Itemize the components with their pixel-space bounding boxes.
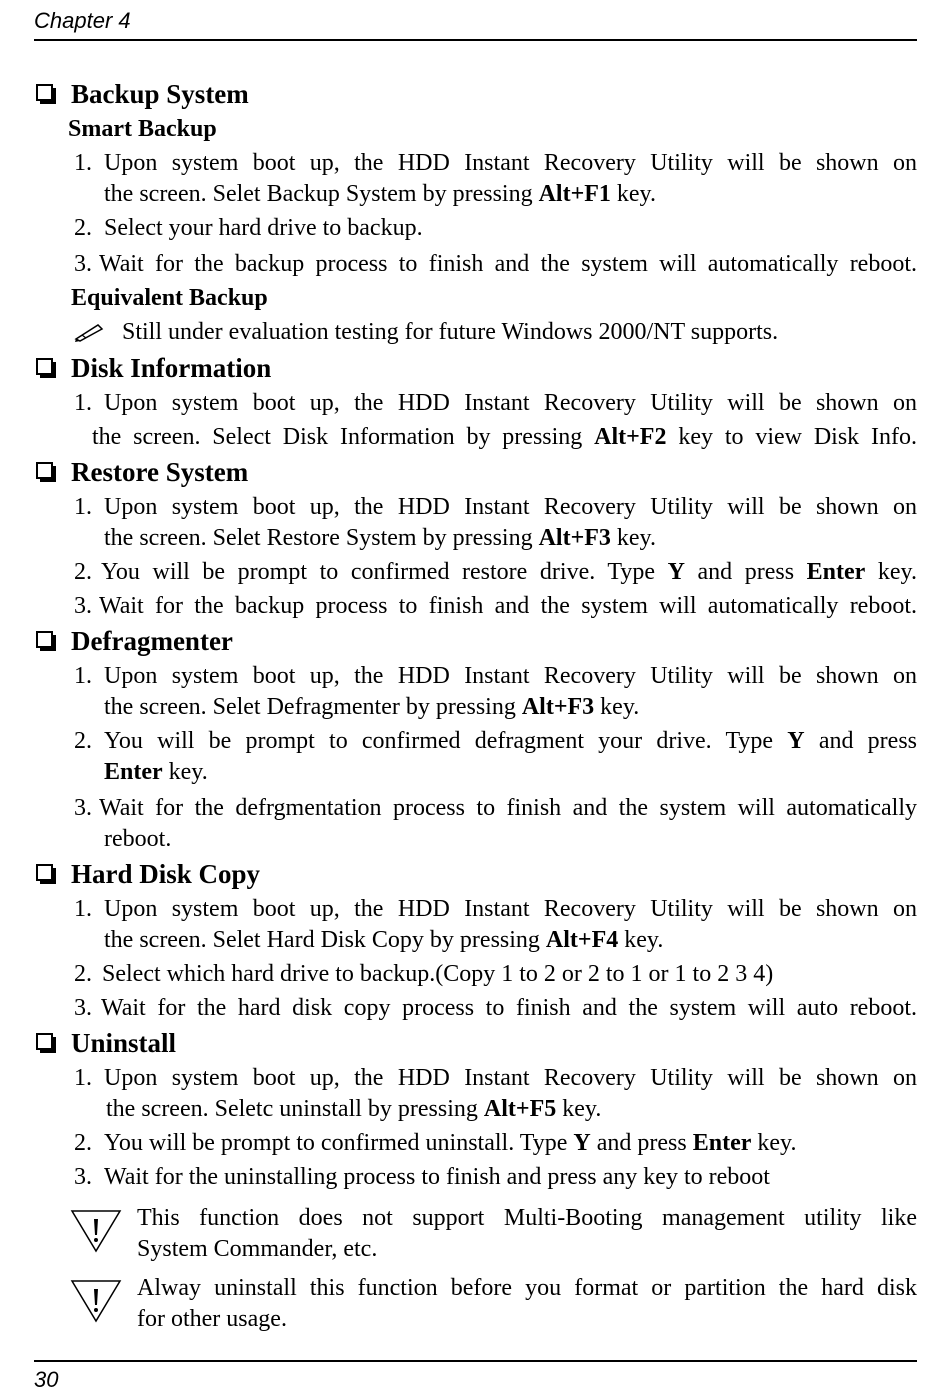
section-title-disk-information: Disk Information: [34, 352, 917, 384]
section-title-uninstall: Uninstall: [34, 1027, 917, 1059]
checkbox-bullet-icon: [36, 631, 53, 648]
footer-rule: [34, 1360, 917, 1362]
list-item: 2. Select your hard drive to backup.: [74, 215, 423, 241]
list-item: 2. You will be prompt to confirmed uninstall. Type Y and press Enter key.: [74, 1130, 797, 1156]
checkbox-bullet-icon: [36, 358, 53, 375]
header-rule: [34, 39, 917, 41]
checkbox-bullet-icon: [36, 84, 53, 101]
list-item: 3. Wait for the hard disk copy process to finish and the system will auto reboot.: [74, 995, 917, 1021]
page-number: 30: [34, 1367, 59, 1392]
list-item: 1. Upon system boot up, the HDD Instant Recovery Utility will be shown on the screen. Selet Backup System by pressing Alt+F1 key.: [74, 150, 917, 207]
warning-triangle-icon: [70, 1277, 122, 1323]
list-item: 2. You will be prompt to confirmed restore drive. Type Y and press Enter key.: [74, 559, 918, 585]
pencil-note-icon: [74, 320, 104, 351]
section-title-defragmenter: Defragmenter: [34, 625, 917, 657]
subtitle-smart-backup: Smart Backup: [68, 116, 217, 142]
section-title-restore-system: Restore System: [34, 456, 917, 488]
list-item: 1. Upon system boot up, the HDD Instant Recovery Utility will be shown on the screen. Selet Restore System by pressing Alt+F3 key.: [74, 494, 917, 551]
list-item: 2. You will be prompt to confirmed defragment your drive. Type Y and press Enter key.: [74, 728, 917, 785]
list-item: 3. Wait for the defrgmentation process to finish and the system will automatically reboot.: [74, 795, 917, 852]
section-title-hard-disk-copy: Hard Disk Copy: [34, 858, 917, 890]
page-content: [34, 78, 917, 1339]
list-item: 3. Wait for the backup process to finish and the system will automatically reboot.: [74, 593, 917, 619]
list-item: 1. Upon system boot up, the HDD Instant Recovery Utility will be shown on the screen. Select Disk Information by pressing Alt+F2 key to view Disk Info.: [74, 390, 917, 450]
list-item: 1. Upon system boot up, the HDD Instant Recovery Utility will be shown on the screen. Seletc uninstall by pressing Alt+F5 key.: [74, 1065, 917, 1122]
list-item: 1. Upon system boot up, the HDD Instant Recovery Utility will be shown on the screen. Selet Defragmenter by pressing Alt+F3 key.: [74, 663, 917, 720]
warning-triangle-icon: [70, 1207, 122, 1253]
checkbox-bullet-icon: [36, 1033, 53, 1050]
section-title-backup-system: Backup System: [34, 78, 917, 110]
checkbox-bullet-icon: [36, 864, 53, 881]
list-item: 3. Wait for the uninstalling process to finish and press any key to reboot: [74, 1164, 770, 1190]
warning-note-multiboot: This function does not support Multi-Booting management utility like System Commander, etc.: [34, 1203, 917, 1265]
warning-note-uninstall-first: Alway uninstall this function before you format or partition the hard disk for other usage.: [34, 1273, 917, 1335]
checkbox-bullet-icon: [36, 462, 53, 479]
list-item: 3. Wait for the backup process to finish and the system will automatically reboot.: [74, 251, 917, 277]
evaluation-note: Still under evaluation testing for future Windows 2000/NT supports.: [34, 317, 917, 348]
subtitle-equivalent-backup: Equivalent Backup: [71, 285, 268, 311]
list-item: 1. Upon system boot up, the HDD Instant Recovery Utility will be shown on the screen. Selet Hard Disk Copy by pressing Alt+F4 key.: [74, 896, 917, 953]
list-item: 2. Select which hard drive to backup.(Copy 1 to 2 or 2 to 1 or 1 to 2 3 4): [74, 961, 774, 987]
chapter-header: Chapter 4: [34, 8, 131, 33]
